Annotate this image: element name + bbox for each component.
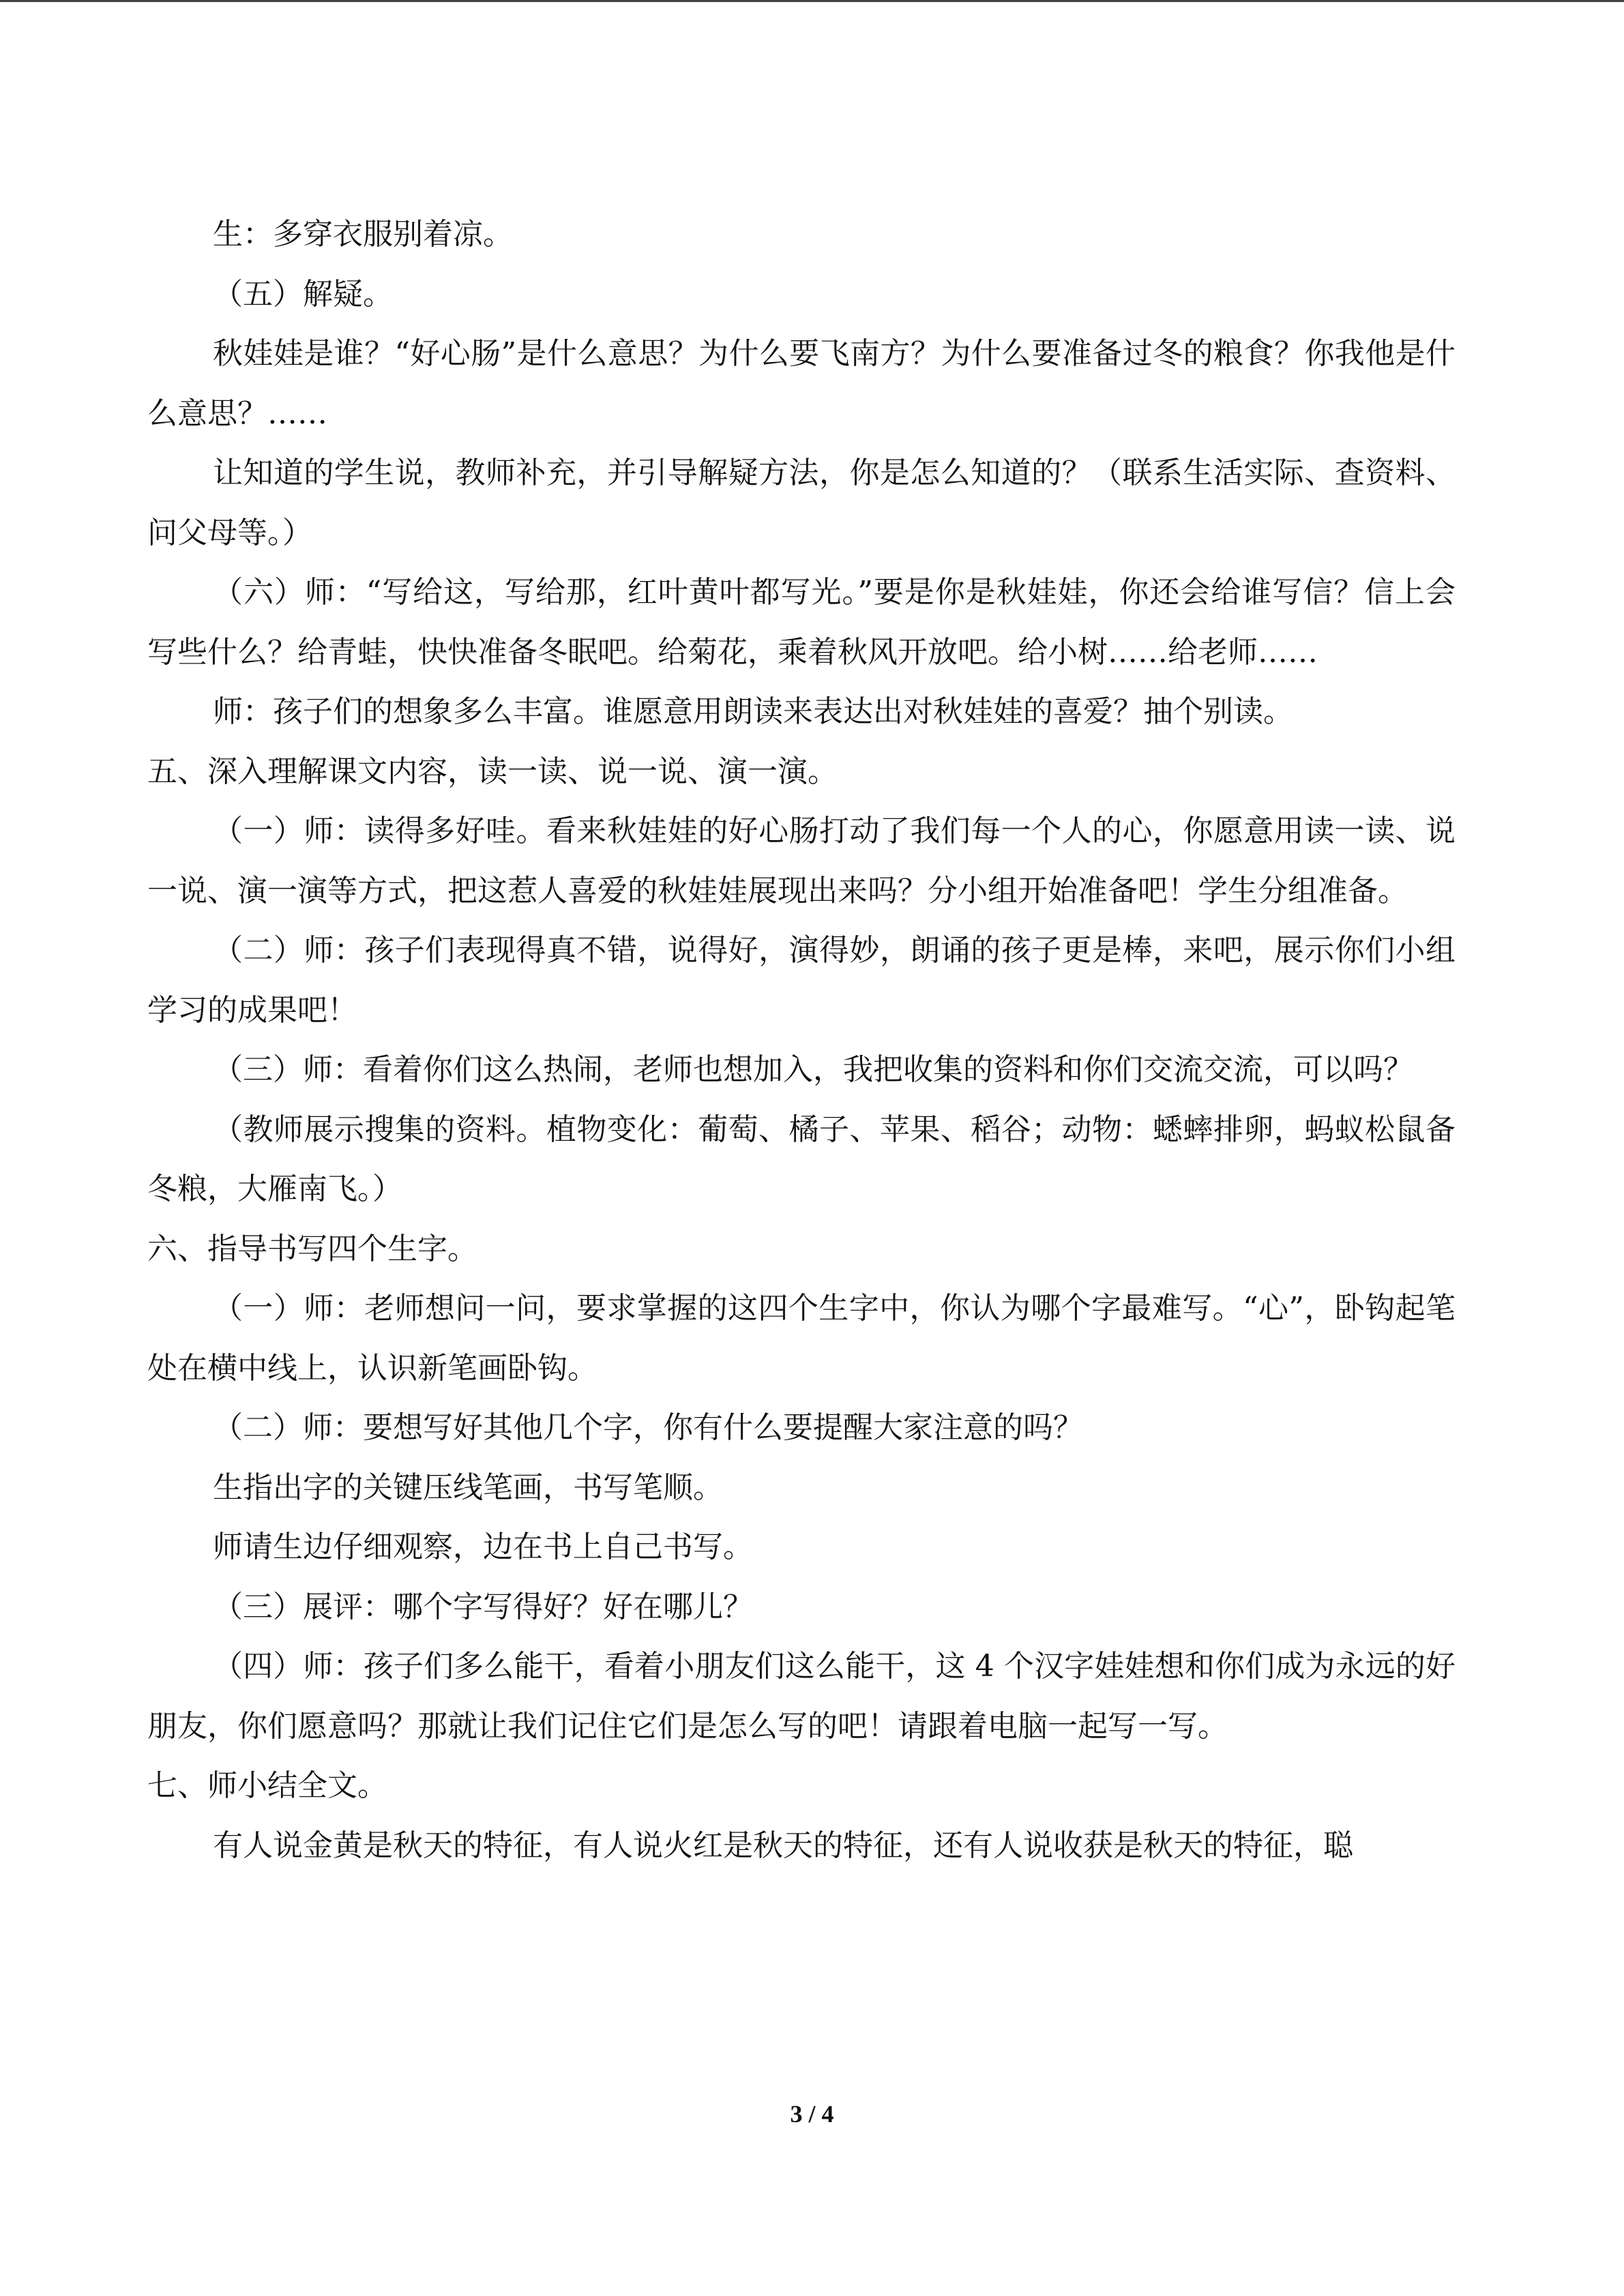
top-border-line: [0, 0, 1624, 2]
paragraph: （二）师：孩子们表现得真不错，说得好，演得妙，朗诵的孩子更是棒，来吧，展示你们小组学习的成果吧！: [147, 933, 1456, 1028]
paragraph: 让知道的学生说，教师补充，并引导解疑方法，你是怎么知道的？（联系生活实际、查资料、问父母等。）: [147, 456, 1456, 550]
section-heading: 六、指导书写四个生字。: [147, 1231, 477, 1266]
paragraph: 师请生边仔细观察，边在书上自己书写。: [213, 1530, 753, 1564]
paragraph: （三）师：看着你们这么热闹，老师也想加入，我把收集的资料和你们交流交流，可以吗？: [213, 1052, 1413, 1087]
paragraph: （二）师：要想写好其他几个字，你有什么要提醒大家注意的吗？: [213, 1410, 1083, 1445]
paragraph: （教师展示搜集的资料。植物变化：葡萄、橘子、苹果、稻谷；动物：蟋蟀排卵，蚂蚁松鼠备冬粮，大雁南飞。）: [147, 1112, 1456, 1206]
paragraph: 生：多穿衣服别着凉。: [213, 217, 513, 252]
paragraph: 有人说金黄是秋天的特征，有人说火红是秋天的特征，还有人说收获是秋天的特征，聪: [213, 1828, 1353, 1863]
document-body: [147, 205, 1456, 1875]
paragraph: （三）展评：哪个字写得好？好在哪儿？: [213, 1589, 753, 1624]
section-heading: 七、师小结全文。: [147, 1768, 387, 1803]
paragraph: 秋娃娃是谁？“好心肠”是什么意思？为什么要飞南方？为什么要准备过冬的粮食？你我他是什么意思？……: [147, 336, 1456, 431]
paragraph: 师：孩子们的想象多么丰富。谁愿意用朗读来表达出对秋娃娃的喜爱？抽个别读。: [213, 694, 1293, 729]
paragraph: （一）师：老师想问一问，要求掌握的这四个生字中，你认为哪个字最难写。“心”，卧钩起笔处在横中线上，认识新笔画卧钩。: [147, 1291, 1456, 1386]
section-heading: （五）解疑。: [213, 276, 393, 312]
section-heading: 五、深入理解课文内容，读一读、说一说、演一演。: [147, 754, 838, 789]
paragraph: 生指出字的关键压线笔画，书写笔顺。: [213, 1470, 723, 1505]
page-number: 3 / 4: [790, 2100, 834, 2128]
paragraph: （六）师：“写给这，写给那，红叶黄叶都写光。”要是你是秋娃娃，你还会给谁写信？信上会写些什么？给青蛙，快快准备冬眠吧。给菊花，乘着秋风开放吧。给小树……给老师……: [147, 575, 1456, 670]
paragraph: （四）师：孩子们多么能干，看着小朋友们这么能干，这 4 个汉字娃娃想和你们成为永远的好朋友，你们愿意吗？那就让我们记住它们是怎么写的吧！请跟着电脑一起写一写。: [147, 1649, 1456, 1744]
paragraph: （一）师：读得多好哇。看来秋娃娃的好心肠打动了我们每一个人的心，你愿意用读一读、说一说、演一演等方式，把这惹人喜爱的秋娃娃展现出来吗？分小组开始准备吧！学生分组准备。: [147, 814, 1456, 908]
